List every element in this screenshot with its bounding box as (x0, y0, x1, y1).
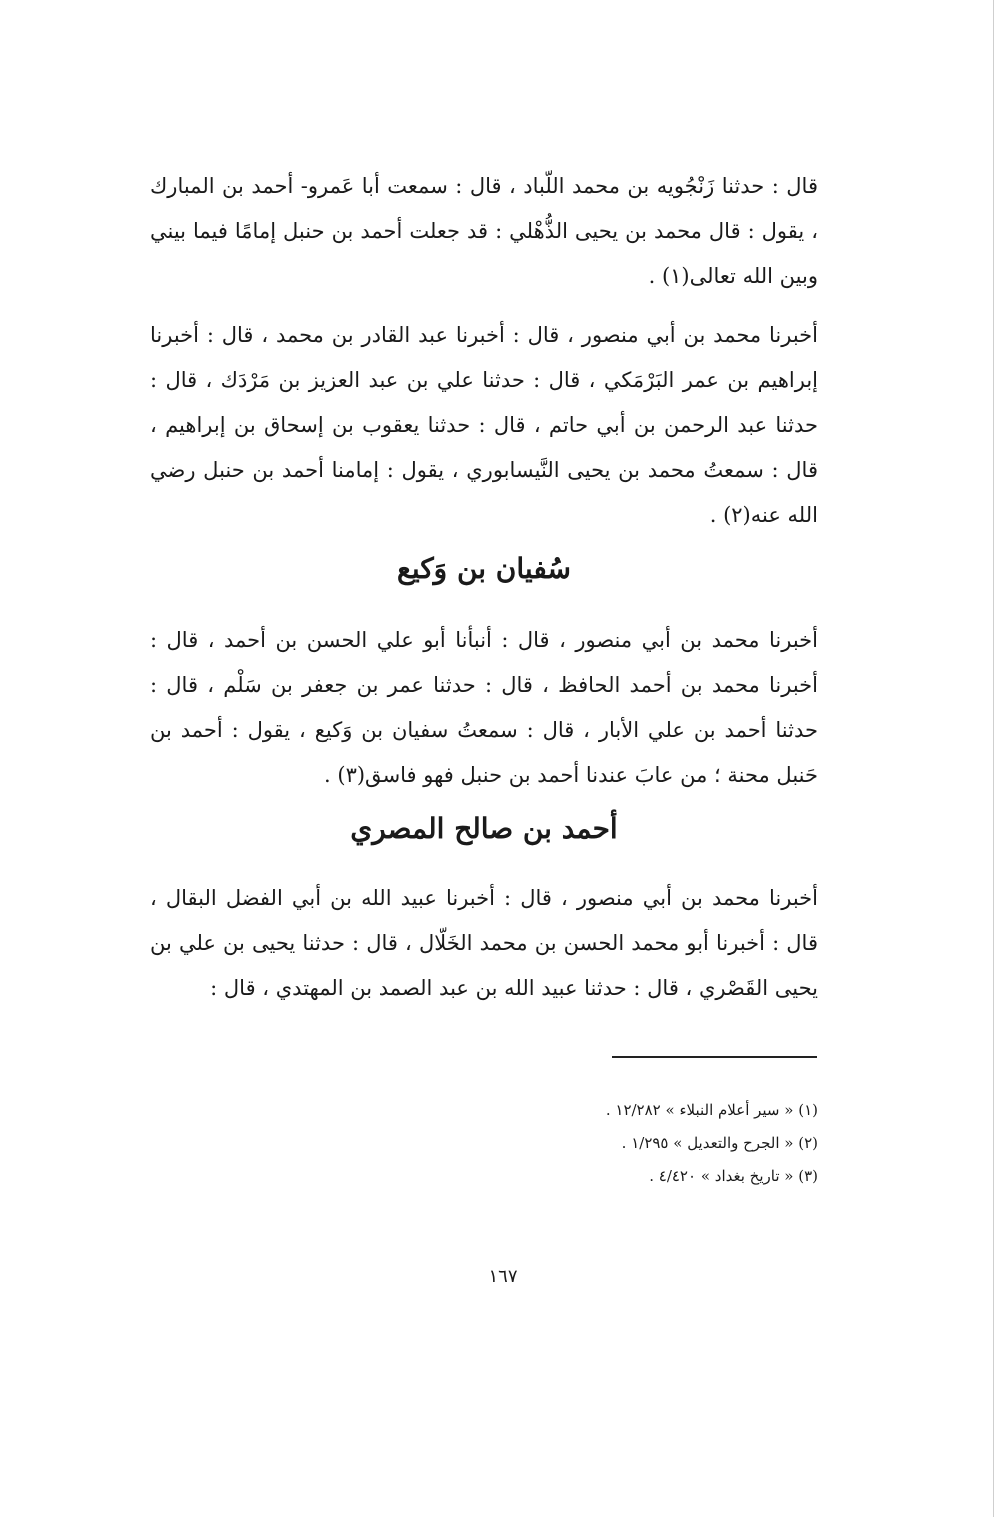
section-heading-ahmad: أحمد بن صالح المصري (350, 812, 618, 845)
section-heading-sufyan: سُفيان بن وَكيع (397, 552, 571, 585)
paragraph-2-block (150, 313, 818, 538)
footnote-1: (١) « سير أعلام النبلاء » ١٢/٢٨٢ . (605, 1101, 818, 1119)
footnotes-list (150, 1094, 818, 1193)
footnote-2: (٢) « الجرح والتعديل » ١/٢٩٥ . (621, 1134, 818, 1152)
footnote-separator (612, 1056, 817, 1058)
paragraph-1-block (150, 164, 818, 299)
paragraph-4: أخبرنا محمد بن أبي منصور ، قال : أخبرنا عبيد الله بن أبي الفضل البقال ، قال : أخبرنا أبو محمد الحسن بن محمد الخَلّال ، قال : حدثنا يحيى بن علي بن يحيى القَصْري ، قال : حدثنا عبيد الله بن عبد الصمد بن المهتدي ، قال : (150, 886, 818, 1000)
paragraph-3: أخبرنا محمد بن أبي منصور ، قال : أنبأنا أبو علي الحسن بن أحمد ، قال : أخبرنا محمد بن أحمد الحافظ ، قال : حدثنا عمر بن جعفر بن سَلْم ، قال : حدثنا أحمد بن علي الأبار ، قال : سمعتُ سفيان بن وَكيع ، يقول : أحمد بن حَنبل محنة ؛ من عابَ عندنا أحمد بن حنبل فهو فاسق(٣) . (150, 628, 818, 787)
paragraph-1: قال : حدثنا زَنْجُويه بن محمد اللّباد ، قال : سمعت أبا عَمرو- أحمد بن المبارك ، يقول : قال محمد بن يحيى الذُّهْلي : قد جعلت أحمد بن حنبل إمامًا فيما بيني وبين الله تعالى(١) . (150, 174, 818, 288)
paragraph-4-block (150, 876, 818, 1011)
page-number: ١٦٧ (488, 1266, 518, 1287)
paragraph-3-block (150, 618, 818, 798)
footnote-3: (٣) « تاريخ بغداد » ٤/٤٢٠ . (649, 1167, 818, 1185)
paragraph-2: أخبرنا محمد بن أبي منصور ، قال : أخبرنا عبد القادر بن محمد ، قال : أخبرنا إبراهيم بن عمر البَرْمَكي ، قال : حدثنا علي بن عبد العزيز بن مَرْدَك ، قال : حدثنا عبد الرحمن بن أبي حاتم ، قال : حدثنا يعقوب بن إسحاق بن إبراهيم ، قال : سمعتُ محمد بن يحيى النَّيسابوري ، يقول : إمامنا أحمد بن حنبل رضي الله عنه(٢) . (150, 323, 818, 527)
scan-edge-line (993, 0, 994, 1517)
